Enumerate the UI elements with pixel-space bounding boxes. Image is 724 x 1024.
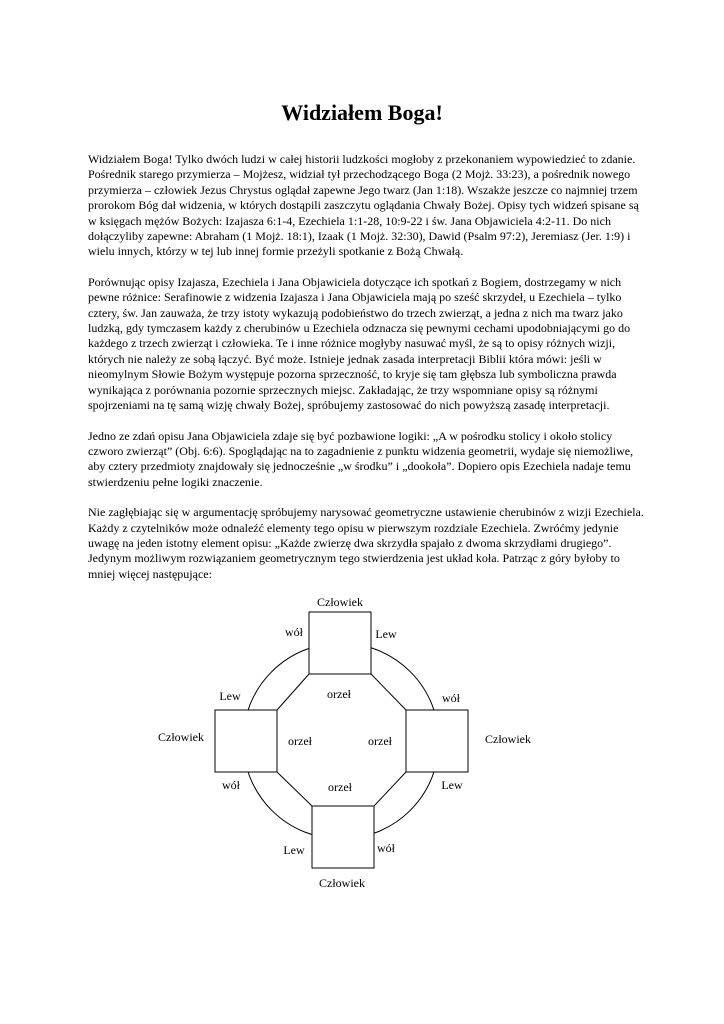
label-top-wol: wół [285, 625, 303, 639]
connector-top-left [277, 674, 309, 710]
label-orzel-top: orzeł [327, 687, 351, 701]
square-bottom [312, 806, 374, 868]
label-right-czlowiek: Człowiek [485, 732, 531, 746]
connector-bottom-left [277, 772, 312, 806]
square-right [406, 710, 468, 772]
label-left-wol: wół [222, 778, 240, 792]
label-right-lew: Lew [441, 778, 463, 792]
square-top [309, 612, 371, 674]
paragraph-4: Nie zagłębiając się w argumentację spróbujemy narysować geometryczne ustawienie cherubinów z wizji Ezechiela. Każdy z czytelników może odnaleźć elementy tego opisu w pierwszym rozdziale Ezechiela. Zwróćmy jedynie uwagę na jeden istotny element opisu: „Każde zwierzę dwa skrzydła spajało z dwoma skrzydłami drugiego”. Jedynym możliwym rozwiązaniem geometrycznym tego stwierdzenia jest układ koła. Patrząc z góry byłoby to mniej więcej następujące: [88, 505, 644, 581]
label-top-lew: Lew [375, 627, 397, 641]
paragraph-3: Jedno ze zdań opisu Jana Objawiciela zdaje się być pozbawione logiki: „A w pośrodku stolicy i około stolicy czworo zwierząt” (Obj. 6:6). Spoglądając na to zagadnienie z punktu widzenia geometrii, wydaje się niemożliwe, aby cztery przedmioty znajdowały się jednocześnie „w środku” i „dookoła”. Dopiero opis Ezechiela nadaje temu stwierdzeniu pełne logiki znaczenie. [88, 428, 634, 489]
square-left [215, 710, 277, 772]
label-orzel-bottom: orzeł [328, 780, 352, 794]
label-bottom-lew: Lew [283, 843, 305, 857]
document-body [88, 152, 648, 597]
paragraph-2: Porównując opisy Izajasza, Ezechiela i Jana Objawiciela dotyczące ich spotkań z Bogiem, dostrzegamy w nich pewne różnice: Serafinowie z widzenia Izajasza i Jana Objawiciela mają po sześć skrzydeł, u Ezechiela – tylko cztery, św. Jan zauważa, że trzy istoty wykazują podobieństwo do trzech zwierząt, a jedna z nich ma twarz jako ludzką, gdy tymczasem każdy z cherubinów u Ezechiela odznacza się pewnymi cechami upodobniającymi go do każdego z trzech zwierząt i człowieka. Te i inne różnice mogłyby nasuwać myśl, że są to opisy różnych wizji, których nie należy ze sobą łączyć. Być może. Istnieje jednak zasada interpretacji Biblii która mówi: jeśli w nieomylnym Słowie Bożym występuje pozorna sprzeczność, to kryje się tam głębsza lub symboliczna prawda wynikająca z porównania pozornie sprzecznych miejsc. Zakładając, że trzy wspomniane opisy są różnymi spojrzeniami na tę samą wizję chwały Bożej, spróbujemy zastosować do nich powyższą zasadę interpretacji. [88, 274, 631, 413]
label-orzel-right: orzeł [368, 734, 392, 748]
connector-bottom-right [374, 772, 406, 806]
label-top-czlowiek: Człowiek [317, 595, 363, 609]
cherubim-diagram [0, 580, 724, 900]
label-bottom-wol: wół [377, 841, 395, 855]
paragraph-1: Widziałem Boga! Tylko dwóch ludzi w całej historii ludzkości mogłoby z przekonaniem wypowiedzieć to zdanie. Pośrednik starego przymierza – Mojżesz, widział tył przechodzącego Boga (2 Mojż. 33:23), a pośrednik nowego przymierza – człowiek Jezus Chrystus oglądał zapewne Jego twarz (Jan 1:18). Wszakże jeszcze co najmniej trzem prorokom Bóg dał widzenia, w których dostąpili zaszczytu oglądania Chwały Bożej. Opisy tych widzeń spisane są w księgach mężów Bożych: Izajasza 6:1-4, Ezechiela 1:1-28, 10:9-22 i św. Jana Objawiciela 4:2-11. Do nich dołączyliby zapewne: Abraham (1 Mojż. 18:1), Izaak (1 Mojż. 32:30), Dawid (Psalm 97:2), Jeremiasz (Jer. 1:9) i wielu innych, którzy w tej lub innej formie przeżyli spotkanie z Bożą Chwałą. [88, 152, 639, 259]
label-left-czlowiek: Człowiek [158, 730, 204, 744]
label-left-lew: Lew [219, 689, 241, 703]
label-orzel-left: orzeł [288, 734, 312, 748]
label-bottom-czlowiek: Człowiek [319, 876, 365, 890]
connector-top-right [371, 674, 406, 710]
label-right-wol: wół [442, 691, 460, 705]
page-title: Widziałem Boga! [281, 100, 443, 125]
